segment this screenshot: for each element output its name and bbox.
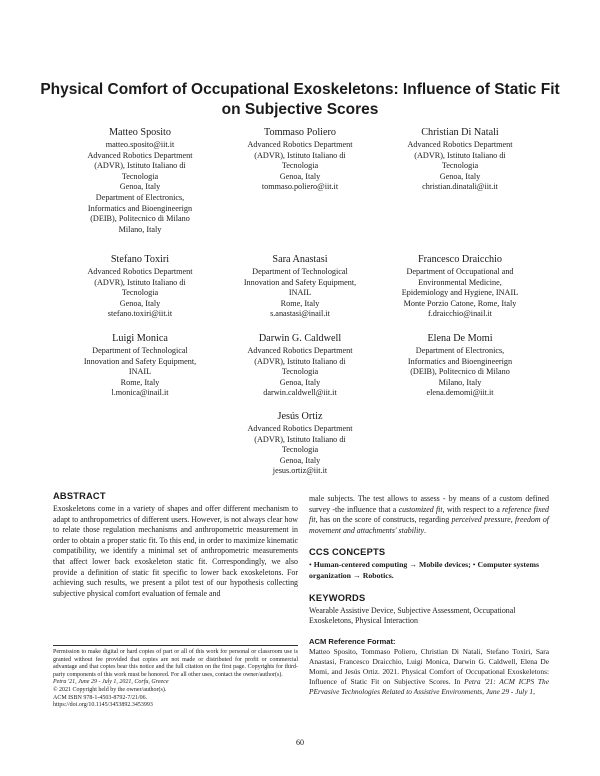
abstract-continuation	[309, 494, 549, 536]
author-block	[60, 333, 220, 399]
author-block	[60, 127, 220, 235]
author-affiliation: (ADVR), Istituto Italiano di	[94, 161, 186, 171]
author-affiliation: (ADVR), Istituto Italiano di	[254, 434, 346, 444]
author-affiliation: Tecnologia	[121, 171, 159, 181]
abstract-emphasis: customized fit	[398, 504, 443, 514]
reference-heading: ACM Reference Format:	[309, 636, 396, 646]
author-name: Stefano Toxiri	[110, 254, 170, 265]
author-affiliation: Department of Technological	[92, 346, 188, 355]
abstract-text-part: .	[424, 525, 426, 535]
permission-block	[53, 645, 298, 710]
author-location: Genoa, Italy	[439, 171, 481, 181]
bullet-icon: •	[472, 560, 476, 570]
arrow-icon: →	[352, 570, 361, 580]
author-block	[380, 333, 540, 399]
author-affiliation: Informatics and Bioengineerign	[87, 203, 193, 213]
author-name: Christian Di Natali	[421, 127, 499, 138]
permission-notice: Permission to make digital or hard copies of part or all of this work for personal or classroom use is granted without fee provided that copies are not made or distributed for profit or commercial advantage and that copies bear this notice and the full citation on the first page. Copyrights for third-party components of this work must be honored. For all other uses, contact the owner/author(s).	[53, 649, 298, 678]
author-affiliation: Department of Technological	[252, 267, 348, 276]
author-block	[60, 254, 220, 320]
author-email: elena.demomi@iit.it	[426, 388, 494, 398]
author-email: l.monica@inail.it	[111, 388, 169, 398]
author-email: darwin.caldwell@iit.it	[263, 388, 337, 398]
author-location: Genoa, Italy	[279, 455, 321, 465]
author-affiliation: Tecnologia	[441, 161, 479, 171]
author-email: s.anastasi@inail.it	[270, 309, 330, 319]
author-name: Darwin G. Caldwell	[258, 333, 342, 344]
author-affiliation: Tecnologia	[281, 161, 319, 171]
author-affiliation: Tecnologia	[281, 367, 319, 377]
keywords-text: Wearable Assistive Device, Subjective Assessment, Occupational Exoskeletons, Physical Interaction	[309, 605, 516, 626]
author-location: Rome, Italy	[120, 377, 160, 387]
reference-venue: Petra '21: ACM ICPS The PErvasive Technologies Related to Assistive Environments, June 29 - July 1,	[309, 676, 549, 696]
author-affiliation: Tecnologia	[121, 288, 159, 298]
bullet-icon: •	[309, 560, 312, 570]
author-block	[220, 127, 380, 193]
author-affiliation: (ADVR), Istituto Italiano di	[254, 356, 346, 366]
author-affiliation: INAIL	[288, 288, 312, 298]
author-location: Monte Porzio Catone, Rome, Italy	[403, 298, 517, 308]
author-location: Milano, Italy	[118, 224, 162, 234]
author-email: stefano.toxiri@iit.it	[107, 309, 173, 319]
author-affiliation: Epidemiology and Hygiene, INAIL	[401, 288, 519, 298]
author-name: Francesco Draicchio	[417, 254, 502, 265]
ccs-heading: CCS CONCEPTS	[309, 547, 386, 558]
author-name: Tommaso Poliero	[263, 127, 336, 138]
author-affiliation: Tecnologia	[281, 445, 319, 455]
author-affiliation: Innovation and Safety Equipment,	[83, 356, 197, 366]
author-affiliation: Department of Electronics,	[415, 346, 505, 355]
isbn-line: ACM ISBN 978-1-4503-8792-7/21/06.	[53, 694, 148, 701]
author-location: Rome, Italy	[280, 298, 320, 308]
author-affiliation: Advanced Robotics Department	[87, 267, 193, 276]
ccs-item: Mobile devices	[419, 560, 469, 570]
author-email: christian.dinatali@iit.it	[422, 182, 498, 192]
author-location: Genoa, Italy	[119, 182, 161, 192]
author-affiliation: Informatics and Bioengineerign	[407, 356, 513, 366]
abstract-text-part: , has on the score of constructs, regarding	[315, 515, 452, 525]
paper-title: Physical Comfort of Occupational Exoskeletons: Influence of Static Fit on Subjective Scores	[40, 81, 560, 118]
author-location: Genoa, Italy	[119, 298, 161, 308]
author-affiliation: Advanced Robotics Department	[247, 346, 353, 355]
copyright-line: © 2021 Copyright held by the owner/author(s).	[53, 686, 167, 693]
author-block	[380, 127, 540, 193]
ccs-item: Human-centered computing	[313, 560, 408, 570]
author-affiliation: (ADVR), Istituto Italiano di	[94, 277, 186, 287]
author-affiliation: Advanced Robotics Department	[247, 424, 353, 433]
abstract-text-part: male subjects. The test allows to assess - by means of a custom defined survey -the influence that a	[309, 494, 549, 514]
page-number: 60	[296, 738, 304, 747]
abstract-text: Exoskeletons come in a variety of shapes and offer different mechanism to adapt to anthropometrics of different users. However, is not always clear how to relate those regulation mechanisms and anthropometric measurement in order to obtain a proper static fit. To this end, in order to maximize kinematic compatibility, we identify a minimal set of anthropometric measurements that affect lower back exoskeleton static fit. Correspondingly, we also provide a definition of static fit specific to lower back exoskeletons. For achieving such results, we present a pilot test of our hypothesis collecting subjective physical comfort evaluation of female and	[53, 504, 298, 598]
reference-body: Matteo Sposito, Tommaso Poliero, Christian Di Natali, Stefano Toxiri, Sara Anastasi, Francesco Draicchio, Luigi Monica, Darwin G. Caldwell, Elena De Momi, and Jesús Ortiz. 2021. Physical Comfort of Occupational Exoskeletons: Influence of Static Fit on Subjective Scores. In	[309, 646, 549, 686]
author-affiliation: INAIL	[128, 367, 152, 377]
reference-text	[309, 647, 549, 697]
author-email: f.draicchio@inail.it	[428, 309, 492, 319]
abstract-heading: ABSTRACT	[53, 491, 106, 501]
author-email: jesus.ortiz@iit.it	[272, 466, 328, 476]
author-affiliation: Advanced Robotics Department	[87, 150, 193, 160]
author-name: Matteo Sposito	[109, 127, 171, 138]
author-affiliation: Department of Occupational and	[406, 267, 514, 276]
arrow-icon: →	[409, 560, 418, 570]
author-name: Sara Anastasi	[272, 254, 328, 265]
author-block	[220, 411, 380, 477]
ccs-item: Robotics	[362, 570, 392, 580]
left-column	[53, 491, 298, 599]
author-affiliation: Environmental Medicine,	[418, 277, 502, 287]
author-affiliation: (ADVR), Istituto Italiano di	[414, 150, 506, 160]
author-affiliation: Advanced Robotics Department	[247, 140, 353, 149]
footnote-divider	[53, 645, 298, 646]
author-block	[220, 254, 380, 320]
author-location: Genoa, Italy	[279, 171, 321, 181]
abstract-emphasis: reference fixed fit	[309, 504, 549, 525]
author-affiliation: Innovation and Safety Equipment,	[243, 277, 357, 287]
abstract-emphasis: perceived pressure, freedom of movement and attachments' stability	[309, 515, 549, 535]
author-name: Elena De Momi	[427, 333, 493, 344]
author-name: Jesús Ortiz	[277, 411, 323, 422]
ccs-concepts: • Human-centered computing → Mobile devices; • Computer systems organization → Robotics.	[309, 560, 540, 580]
venue-line: Petra '21, June 29 - July 1, 2021, Corfu, Greece	[53, 679, 169, 686]
keywords-heading: KEYWORDS	[309, 592, 366, 603]
author-block	[220, 333, 380, 399]
author-affiliation: (DEIB), Politecnico di Milano	[90, 214, 190, 224]
author-affiliation: Department of Electronics,	[95, 192, 185, 202]
author-block	[380, 254, 540, 320]
doi-line: https://doi.org/10.1145/3453892.3453993	[53, 702, 153, 709]
author-location: Genoa, Italy	[279, 377, 321, 387]
author-affiliation: (ADVR), Istituto Italiano di	[254, 150, 346, 160]
author-affiliation: Advanced Robotics Department	[407, 140, 513, 149]
author-location: Milano, Italy	[438, 377, 482, 387]
author-affiliation: (DEIB), Politecnico di Milano	[410, 367, 510, 377]
author-email: tommaso.poliero@iit.it	[261, 182, 339, 192]
author-name: Luigi Monica	[112, 333, 168, 344]
ccs-item: Computer systems organization	[309, 560, 540, 580]
right-column	[309, 494, 549, 697]
abstract-text-part: , with respect to a	[442, 504, 503, 514]
author-email: matteo.sposito@iit.it	[105, 140, 175, 149]
